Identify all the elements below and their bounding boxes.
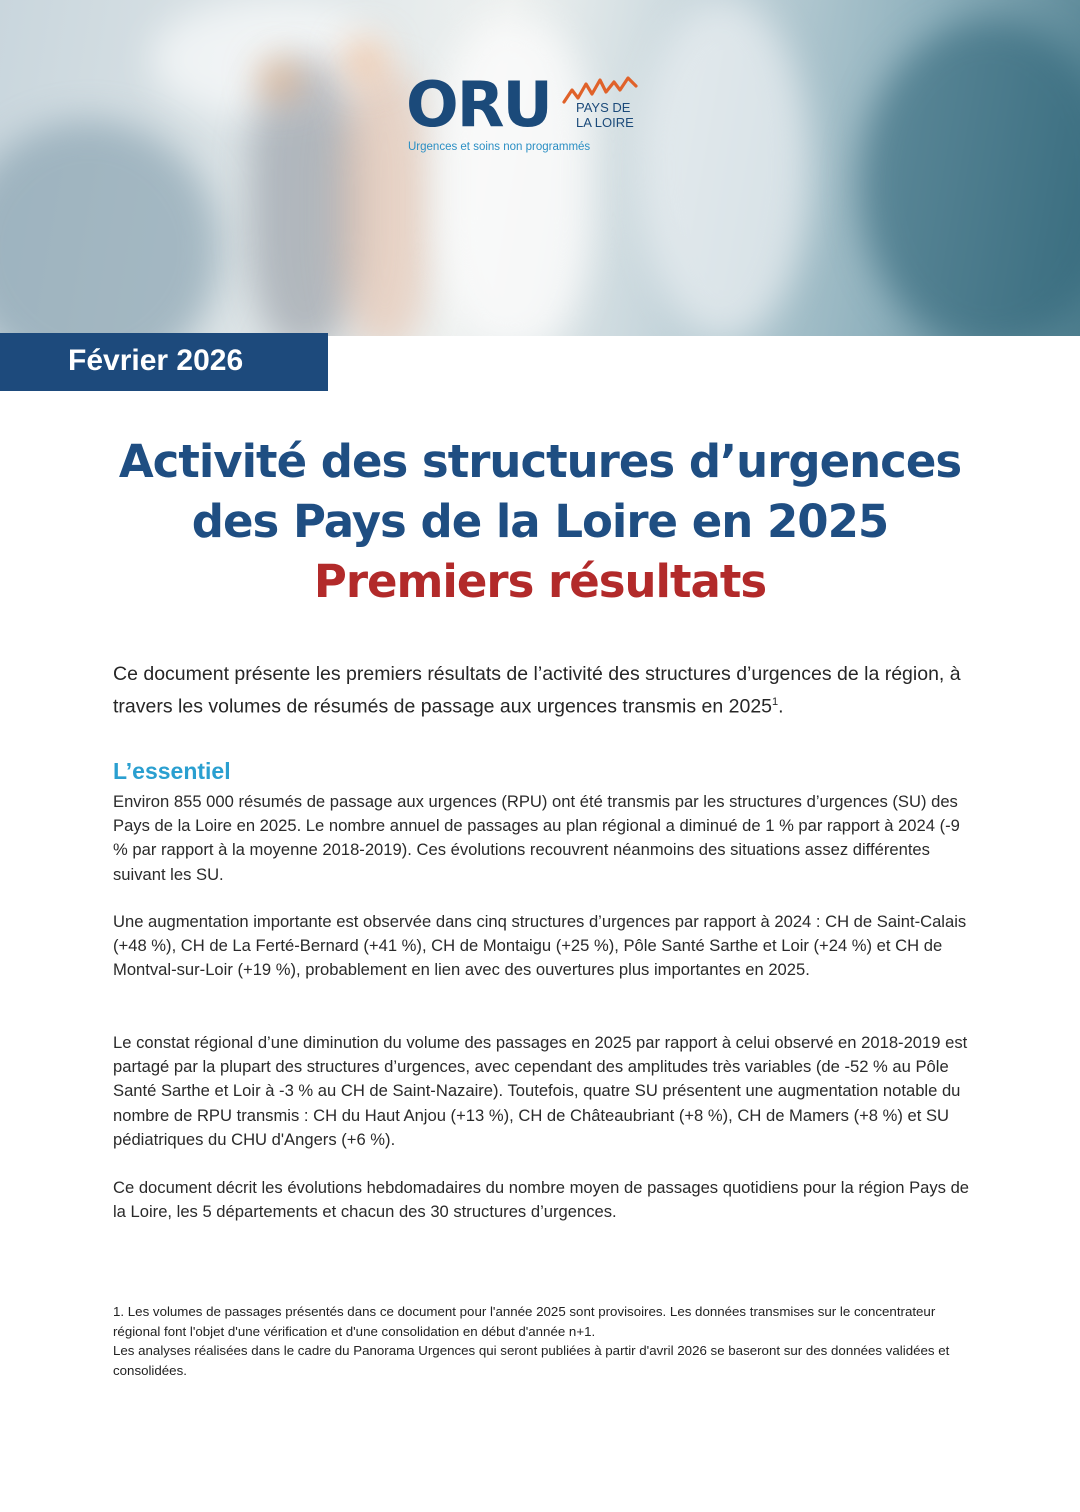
- footnote: [113, 1302, 973, 1380]
- logo-region: PAYS DE LA LOIRE: [576, 100, 634, 130]
- logo-wordmark: ORU: [406, 68, 551, 141]
- publication-date: Février 2026: [68, 344, 244, 377]
- essentiel-paragraph-1: Environ 855 000 résumés de passage aux urgences (RPU) ont été transmis par les structures d’urgences (SU) des Pays de la Loire en 2025. Le nombre annuel de passages au plan régional a diminué de 1 % par rapport à 2024 (-9 % par rapport à la moyenne 2018-2019). Ces évolutions recouvrent néanmoins des situations assez différentes suivant les SU.: [113, 792, 960, 884]
- date-banner: [0, 333, 328, 391]
- intro-paragraph: Ce document présente les premiers résultats de l’activité des structures d’urgences de la région, à travers les volumes de résumés de passage aux urgences transmis en 2025$^1$.: [113, 663, 961, 718]
- logo-wave-icon: [562, 76, 642, 106]
- footnote-line-2: Les analyses réalisées dans le cadre du Panorama Urgences qui seront publiées à partir d'avril 2026 se baseront sur des données validées et consolidées.: [113, 1343, 950, 1378]
- essentiel-paragraph-4: Ce document décrit les évolutions hebdomadaires du nombre moyen de passages quotidiens pour la région Pays de la Loire, les 5 départements et chacun des 30 structures d’urgences.: [113, 1178, 970, 1222]
- hero-photo: [0, 0, 1080, 336]
- title-line-1: Activité des structures d’urgences: [118, 435, 962, 488]
- footnote-line-1: 1. Les volumes de passages présentés dans ce document pour l'année 2025 sont provisoires. Les données transmises sur le concentrateur régional font l'objet d'une vérification et d'une consolidation en début d'année n+1.: [113, 1304, 936, 1339]
- document-title: [0, 432, 1080, 612]
- title-line-2: des Pays de la Loire en 2025: [191, 495, 889, 548]
- footnote-ref: 1: [772, 696, 779, 708]
- essentiel-paragraph-2: Une augmentation importante est observée dans cinq structures d’urgences par rapport à 2024 : CH de Saint-Calais (+48 %), CH de La Ferté-Bernard (+41 %), CH de Montaigu (+25 %), Pôle Santé Sarthe et Loir (+24 %) et CH de Montval-sur-Loir (+19 %), probablement en lien avec des ouvertures plus importantes en 2025.: [113, 912, 967, 980]
- logo-tagline: Urgences et soins non programmés: [408, 141, 591, 153]
- essentiel-heading: L’essentiel: [113, 758, 231, 784]
- essentiel-paragraph-3: Le constat régional d’une diminution du volume des passages en 2025 par rapport à celui observé en 2018-2019 est partagé par la plupart des structures d’urgences, avec cependant des amplitudes très variables (de -52 % au Pôle Santé Sarthe et Loir à -3 % au CH de Saint-Nazaire). Toutefois, quatre SU présentent une augmentation notable du nombre de RPU transmis : CH du Haut Anjou (+13 %), CH de Châteaubriant (+8 %), CH de Mamers (+8 %) et SU pédiatriques du CHU d'Angers (+6 %).: [113, 1033, 968, 1149]
- title-subtitle: Premiers résultats: [313, 555, 767, 608]
